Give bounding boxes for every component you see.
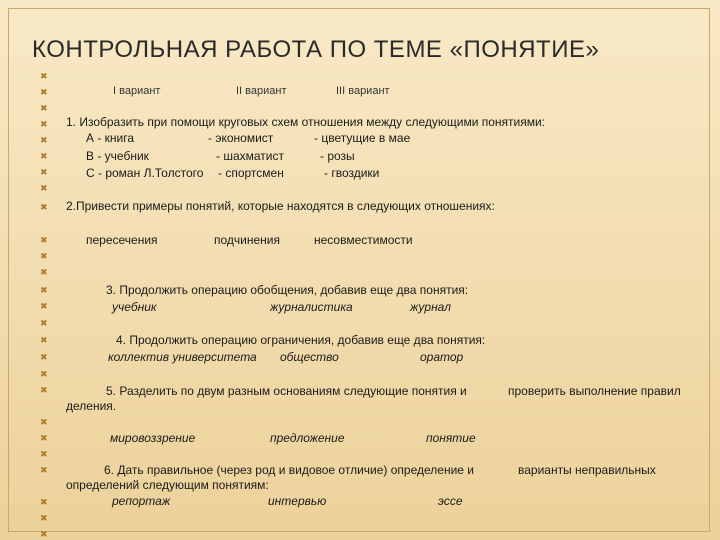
bullet-icon: ✖ <box>40 465 48 475</box>
bullet-icon: ✖ <box>40 385 48 395</box>
task-1-cell: - экономист <box>208 131 274 145</box>
task-3-item: учебник <box>112 300 157 314</box>
bullet-icon: ✖ <box>40 235 48 245</box>
bullet-icon: ✖ <box>40 87 48 97</box>
bullet-icon: ✖ <box>40 529 48 539</box>
task-3-text: 3. Продолжить операцию обобщения, добавив еще два понятия: <box>106 283 469 297</box>
task-3-item: журналистика <box>270 300 353 314</box>
bullet-icon: ✖ <box>40 103 48 113</box>
bullet-icon: ✖ <box>40 119 48 129</box>
task-1-cell: А - книга <box>86 131 135 145</box>
variant-label: I вариант <box>113 85 161 97</box>
task-2-text: 2.Привести примеры понятий, которые находятся в следующих отношениях: <box>66 199 495 213</box>
task-4-item: коллектив университета <box>108 350 257 364</box>
task-1-cell: С - роман Л.Толстого <box>86 166 204 180</box>
task-1-cell: - цветущие в мае <box>314 131 411 145</box>
task-6-text-cont: определений следующим понятиям: <box>66 478 269 492</box>
task-1-cell: В - учебник <box>86 149 149 163</box>
task-5-item: мировоззрение <box>110 431 196 445</box>
task-5-text-end: проверить выполнение правил <box>508 384 681 398</box>
bullet-icon: ✖ <box>40 335 48 345</box>
bullet-icon: ✖ <box>40 135 48 145</box>
variant-label: II вариант <box>236 85 287 97</box>
task-1-cell: - гвоздики <box>324 166 380 180</box>
task-6-text-end: варианты неправильных <box>518 463 656 477</box>
task-2-item: несовместимости <box>314 233 413 247</box>
bullet-icon: ✖ <box>40 417 48 427</box>
bullet-icon: ✖ <box>40 285 48 295</box>
task-6-item: репортаж <box>112 494 171 508</box>
bullet-icon: ✖ <box>40 369 48 379</box>
task-5-text-cont: деления. <box>66 399 117 413</box>
task-1-text: 1. Изобразить при помощи круговых схем отношения между следующими понятиями: <box>66 115 546 129</box>
bullet-icon: ✖ <box>40 301 48 311</box>
task-4-item: общество <box>280 350 339 364</box>
task-5-item: понятие <box>426 431 476 445</box>
bullet-icon: ✖ <box>40 202 48 212</box>
bullet-icon: ✖ <box>40 433 48 443</box>
task-4-item: оратор <box>420 350 464 364</box>
task-2-item: пересечения <box>86 233 158 247</box>
bullet-icon: ✖ <box>40 449 48 459</box>
bullet-icon: ✖ <box>40 167 48 177</box>
bullet-icon: ✖ <box>40 497 48 507</box>
task-3-item: журнал <box>410 300 451 314</box>
task-1-cell: - спортсмен <box>218 166 284 180</box>
variant-label: III вариант <box>336 85 390 97</box>
task-5-text: 5. Разделить по двум разным основаниям следующие понятия и <box>106 384 467 398</box>
task-6-item: эссе <box>438 494 463 508</box>
task-6-text: 6. Дать правильное (через род и видовое отличие) определение и <box>104 463 474 477</box>
bullet-icon: ✖ <box>40 151 48 161</box>
task-5-item: предложение <box>270 431 345 445</box>
task-1-cell: - розы <box>320 149 355 163</box>
bullet-icon: ✖ <box>40 513 48 523</box>
page-title: КОНТРОЛЬНАЯ РАБОТА ПО ТЕМЕ «ПОНЯТИЕ» <box>32 36 600 63</box>
bullet-icon: ✖ <box>40 183 48 193</box>
bullet-icon: ✖ <box>40 267 48 277</box>
bullet-icon: ✖ <box>40 251 48 261</box>
task-4-text: 4. Продолжить операцию ограничения, добавив еще два понятия: <box>116 333 486 347</box>
task-1-cell: - шахматист <box>216 149 284 163</box>
bullet-icon: ✖ <box>40 71 48 81</box>
task-2-item: подчинения <box>214 233 280 247</box>
task-6-item: интервью <box>268 494 327 508</box>
bullet-icon: ✖ <box>40 318 48 328</box>
bullet-icon: ✖ <box>40 352 48 362</box>
